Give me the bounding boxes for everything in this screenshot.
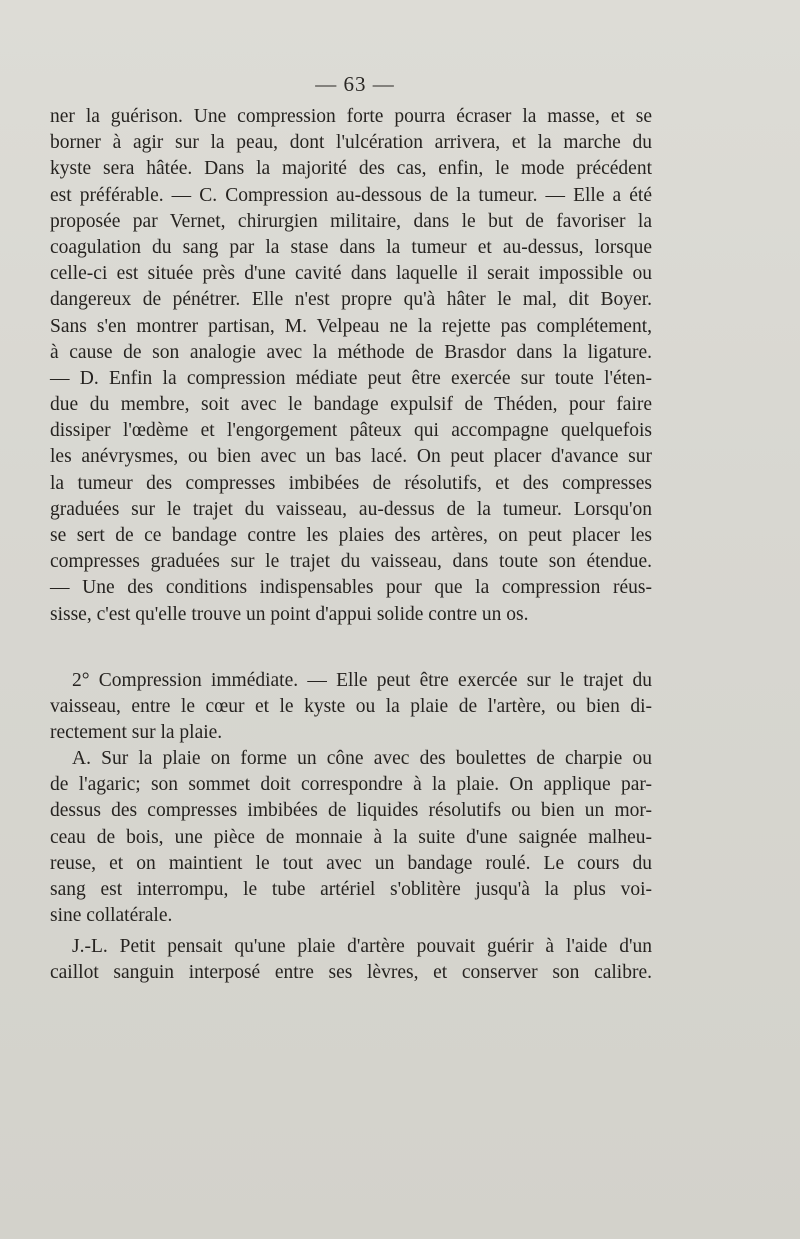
text-line: sang est interrompu, le tube artériel s'oblitère jusqu'à la plus voi- [50,878,652,900]
text-line: due du membre, soit avec le bandage expulsif de Théden, pour faire [50,394,652,416]
text-line: caillot sanguin interposé entre ses lèvres, et conserver son calibre. [50,962,652,984]
text-line: la tumeur des compresses imbibées de résolutifs, et des compresses [50,472,652,494]
text-line: proposée par Vernet, chirurgien militaire, dans le but de favoriser la [50,210,652,232]
text-line: de l'agaric; son sommet doit correspondre à la plaie. On applique par- [50,774,652,796]
text-line: Sans s'en montrer partisan, M. Velpeau ne la rejette pas complétement, [50,315,652,337]
text-line: dangereux de pénétrer. Elle n'est propre qu'à hâter le mal, dit Boyer. [50,289,652,311]
text-line: compresses graduées sur le trajet du vaisseau, dans toute son étendue. [50,551,652,573]
text-line: — Une des conditions indispensables pour que la compression réus- [50,577,652,599]
text-line: borner à agir sur la peau, dont l'ulcération arrivera, et la marche du [50,132,652,154]
text-line: celle-ci est située près d'une cavité dans laquelle il serait impossible ou [50,263,652,285]
page-number: — 63 — [315,72,395,96]
text-line: ceau de bois, une pièce de monnaie à la suite d'une saignée malheu- [50,826,652,848]
text-line: rectement sur la plaie. [50,722,223,744]
text-line: A. Sur la plaie on forme un cône avec des boulettes de charpie ou [72,748,652,769]
paragraph-2 [50,668,652,747]
text-line: 2° Compression immédiate. — Elle peut être exercée sur le trajet du [72,670,652,691]
text-line: reuse, et on maintient le tout avec un bandage roulé. Le cours du [50,852,652,874]
text-line: dissiper l'œdème et l'engorgement pâteux qui accompagne quelquefois [50,420,652,442]
paragraph-1 [50,104,652,628]
text-line: se sert de ce bandage contre les plaies des artères, on peut placer les [50,525,652,546]
text-line: vaisseau, entre le cœur et le kyste ou la plaie de l'artère, ou bien di- [50,696,652,718]
text-line: graduées sur le trajet du vaisseau, au-dessus de la tumeur. Lorsqu'on [50,498,652,520]
text-line: sine collatérale. [50,905,173,927]
text-line: est préférable. — C. Compression au-dessous de la tumeur. — Elle a été [50,184,652,206]
text-line: ner la guérison. Une compression forte pourra écraser la masse, et se [50,106,652,127]
text-line: coagulation du sang par la stase dans la tumeur et au-dessus, lorsque [50,236,652,258]
paragraph-3 [50,746,652,929]
text-line: à cause de son analogie avec la méthode de Brasdor dans la ligature. [50,341,652,363]
text-line: J.-L. Petit pensait qu'une plaie d'artère pouvait guérir à l'aide d'un [72,936,652,957]
text-line: — D. Enfin la compression médiate peut être exercée sur toute l'éten- [50,367,652,389]
text-line: les anévrysmes, ou bien avec un bas lacé. On peut placer d'avance sur [50,446,652,468]
paragraph-4 [50,934,652,986]
text-line: dessus des compresses imbibées de liquides résolutifs ou bien un mor- [50,800,652,822]
text-line: kyste sera hâtée. Dans la majorité des cas, enfin, le mode précédent [50,158,652,180]
text-line: sisse, c'est qu'elle trouve un point d'appui solide contre un os. [50,603,529,625]
